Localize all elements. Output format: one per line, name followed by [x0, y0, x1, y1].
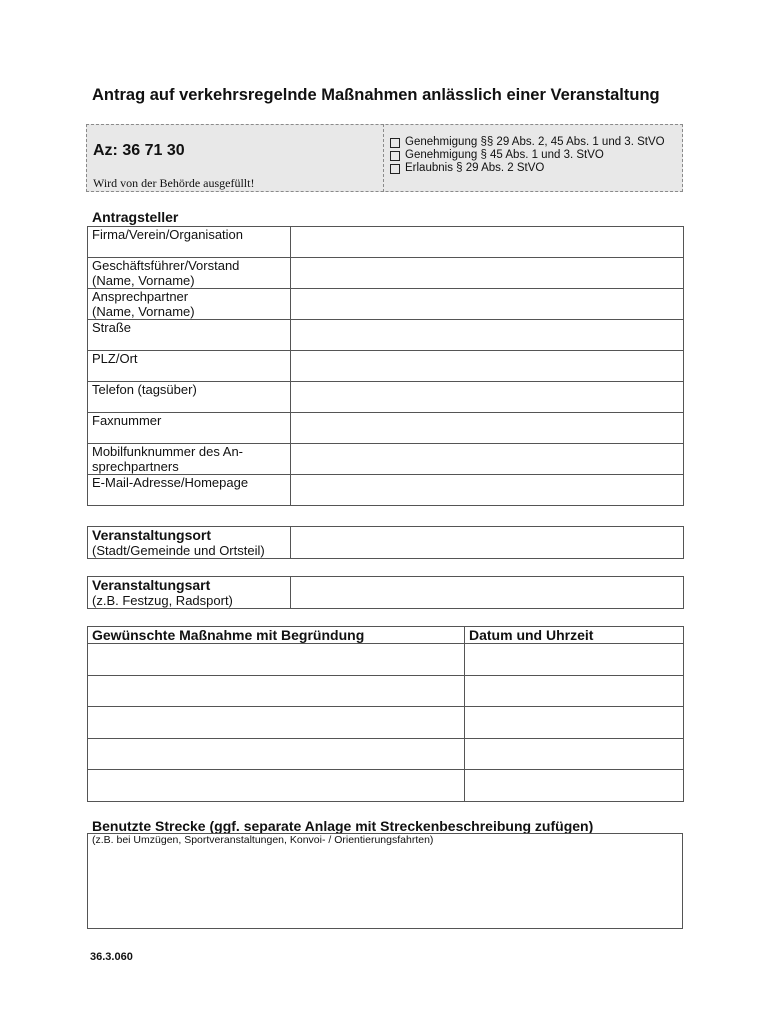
input-cell[interactable]: [291, 475, 684, 506]
permit-type-options: [390, 136, 665, 175]
checkbox[interactable]: [390, 164, 400, 174]
input-cell[interactable]: [291, 289, 684, 320]
table-row: [88, 770, 684, 802]
applicant-table: [87, 226, 684, 506]
event-location-table: [87, 526, 684, 559]
event-type-table: [87, 576, 684, 609]
permit-option-label: Genehmigung § 45 Abs. 1 und 3. StVO: [405, 149, 604, 161]
form-number: 36.3.060: [90, 951, 133, 963]
file-reference: Az: 36 71 30: [93, 142, 185, 159]
datetime-input[interactable]: [465, 707, 684, 739]
table-row: [88, 577, 684, 609]
input-cell[interactable]: [291, 413, 684, 444]
table-row: [88, 382, 684, 413]
route-note: (z.B. bei Umzügen, Sportveranstaltungen, Konvoi- / Orientierungsfahrten): [92, 834, 434, 846]
row-label: E-Mail-Adresse/Homepage: [88, 475, 291, 506]
event-location-sub: (Stadt/Gemeinde und Ortsteil): [92, 543, 265, 558]
event-type-heading: Veranstaltungsart: [92, 577, 211, 593]
checkbox[interactable]: [390, 138, 400, 148]
measure-input[interactable]: [88, 739, 465, 770]
permit-option-label: Genehmigung §§ 29 Abs. 2, 45 Abs. 1 und 3. StVO: [405, 136, 665, 148]
permit-option-label: Erlaubnis § 29 Abs. 2 StVO: [405, 162, 545, 174]
table-row: [88, 739, 684, 770]
datetime-input[interactable]: [465, 770, 684, 802]
table-row: [88, 676, 684, 707]
datetime-input[interactable]: [465, 739, 684, 770]
applicant-heading: Antragsteller: [92, 209, 179, 225]
row-label: [88, 527, 291, 559]
table-header-row: [88, 627, 684, 644]
row-label: Mobilfunknummer des An- sprechpartners: [88, 444, 291, 475]
measure-input[interactable]: [88, 644, 465, 676]
table-row: [88, 644, 684, 676]
permit-option[interactable]: [390, 149, 665, 162]
table-row: [88, 444, 684, 475]
datetime-input[interactable]: [465, 644, 684, 676]
route-heading: Benutzte Strecke (ggf. separate Anlage mit Streckenbeschreibung zufügen): [92, 818, 594, 834]
table-row: [88, 527, 684, 559]
row-label: Faxnummer: [88, 413, 291, 444]
input-cell[interactable]: [291, 382, 684, 413]
measure-input[interactable]: [88, 707, 465, 739]
input-cell[interactable]: [291, 258, 684, 289]
route-input[interactable]: [87, 833, 683, 929]
permit-option[interactable]: [390, 162, 665, 175]
input-cell[interactable]: [291, 444, 684, 475]
event-location-heading: Veranstaltungsort: [92, 527, 212, 543]
input-cell[interactable]: [291, 227, 684, 258]
row-label: [88, 577, 291, 609]
table-row: [88, 475, 684, 506]
measures-col-header: Gewünschte Maßnahme mit Begründung: [88, 627, 465, 644]
row-label: Telefon (tagsüber): [88, 382, 291, 413]
event-type-sub: (z.B. Festzug, Radsport): [92, 593, 233, 608]
table-row: [88, 351, 684, 382]
table-row: [88, 289, 684, 320]
row-label: Geschäftsführer/Vorstand (Name, Vorname): [88, 258, 291, 289]
table-row: [88, 258, 684, 289]
form-title: Antrag auf verkehrsregelnde Maßnahmen anlässlich einer Veranstaltung: [92, 86, 660, 104]
permit-option[interactable]: [390, 136, 665, 149]
row-label: Ansprechpartner (Name, Vorname): [88, 289, 291, 320]
authority-note: Wird von der Behörde ausgefüllt!: [93, 176, 255, 190]
row-label: PLZ/Ort: [88, 351, 291, 382]
measure-input[interactable]: [88, 770, 465, 802]
datetime-input[interactable]: [465, 676, 684, 707]
authority-box-divider: [383, 124, 384, 192]
checkbox[interactable]: [390, 151, 400, 161]
table-row: [88, 320, 684, 351]
row-label: Firma/Verein/Organisation: [88, 227, 291, 258]
row-label: Straße: [88, 320, 291, 351]
measures-table: [87, 626, 684, 802]
table-row: [88, 707, 684, 739]
table-row: [88, 227, 684, 258]
measure-input[interactable]: [88, 676, 465, 707]
table-row: [88, 413, 684, 444]
event-location-input[interactable]: [291, 527, 684, 559]
input-cell[interactable]: [291, 320, 684, 351]
datetime-col-header: Datum und Uhrzeit: [465, 627, 684, 644]
event-type-input[interactable]: [291, 577, 684, 609]
input-cell[interactable]: [291, 351, 684, 382]
